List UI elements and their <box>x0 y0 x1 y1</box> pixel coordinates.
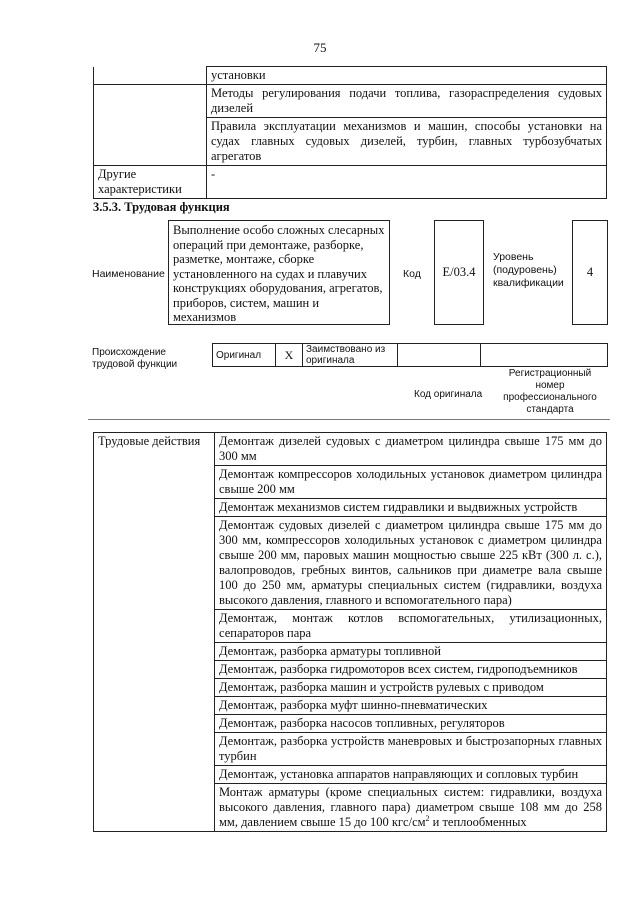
original-mark: X <box>276 344 303 367</box>
borrowed-label: Заимствовано из оригинала <box>303 344 398 367</box>
action-text: Монтаж арматуры (кроме специальных систем: гидравлики, воздуха высокого давления, главного пара) диаметром свыше 108 мм до 258 мм, давлением свыше 15 до 100 кгс/см <box>219 785 602 829</box>
action-item: Демонтаж, монтаж котлов вспомогательных, утилизационных, сепараторов пара <box>215 610 607 643</box>
name-label: Наименование <box>92 268 165 280</box>
original-label: Оригинал <box>213 344 276 367</box>
qualification-level-value: 4 <box>586 265 594 279</box>
action-item: Демонтаж компрессоров холодильных установок диаметром цилиндра свыше 200 мм <box>215 466 607 499</box>
reg-number-label: Регистрационный номер профессионального стандарта <box>503 368 597 415</box>
code-label: Код <box>403 268 421 280</box>
origin-label: Происхождение трудовой функции <box>92 347 178 370</box>
action-item: Демонтаж, разборка арматуры топливной <box>215 643 607 661</box>
action-item <box>215 784 607 832</box>
action-text-continued: и теплообменных <box>429 815 527 829</box>
section-title: 3.5.3. Трудовая функция <box>93 200 230 214</box>
row-text: - <box>207 166 607 199</box>
actions-label: Трудовые действия <box>94 433 215 832</box>
function-code <box>434 220 484 325</box>
origin-table <box>212 343 608 367</box>
row-label: Другие характеристики <box>94 166 207 199</box>
function-code-value: E/03.4 <box>442 265 476 279</box>
superscript: 2 <box>425 813 430 823</box>
action-item: Демонтаж дизелей судовых с диаметром цилиндра свыше 175 мм до 300 мм <box>215 433 607 466</box>
qualification-level <box>572 220 608 325</box>
row-text: установки <box>207 67 607 85</box>
table-row <box>94 85 607 118</box>
function-name: Выполнение особо сложных слесарных операций при демонтаже, разборке, разметке, монтаже, сборке установленного на судах и плавучих конструкциях оборудования, агрегатов, приборов, систем, машин и механизмов <box>168 220 390 325</box>
knowledge-table <box>93 66 607 199</box>
table-row <box>213 344 608 367</box>
table-row <box>94 67 607 85</box>
action-item: Демонтаж, установка аппаратов направляющих и сопловых турбин <box>215 766 607 784</box>
table-row <box>94 118 607 166</box>
action-item: Демонтаж, разборка устройств маневровых и быстрозапорных главных турбин <box>215 733 607 766</box>
action-item: Демонтаж, разборка насосов топливных, регуляторов <box>215 715 607 733</box>
original-code-label: Код оригинала <box>414 389 483 400</box>
action-item: Демонтаж, разборка машин и устройств рулевых с приводом <box>215 679 607 697</box>
table-row <box>94 166 607 199</box>
actions-table <box>93 432 607 832</box>
action-item: Демонтаж механизмов систем гидравлики и выдвижных устройств <box>215 499 607 517</box>
action-item: Демонтаж судовых дизелей с диаметром цилиндра свыше 175 мм до 300 мм, компрессоров холодильных установок с диаметром цилиндра свыше 200 мм, паровых машин мощностью свыше 225 кВт (300 л. с.), валопроводов, гребных винтов, сальников при диаметре вала свыше 100 до 250 мм, арматуры специальных систем (гидравлики, воздуха высокого давления, главного и вспомогательного пара) <box>215 517 607 610</box>
table-row <box>94 433 607 466</box>
row-text: Методы регулирования подачи топлива, газораспределения судовых дизелей <box>207 85 607 118</box>
row-label <box>94 118 207 166</box>
row-text: Правила эксплуатации механизмов и машин, способы установки на судах главных судовых дизелей, турбин, главных турбозубчатых агрегатов <box>207 118 607 166</box>
original-code-cell <box>398 344 481 367</box>
level-label: Уровень (подуровень) квалификации <box>493 251 564 289</box>
action-item: Демонтаж, разборка гидромоторов всех систем, гидроподъемников <box>215 661 607 679</box>
action-item: Демонтаж, разборка муфт шинно-пневматических <box>215 697 607 715</box>
reg-number-cell <box>481 344 608 367</box>
page-number: 75 <box>313 40 327 55</box>
row-label <box>94 67 207 85</box>
row-label <box>94 85 207 118</box>
divider <box>88 419 610 420</box>
